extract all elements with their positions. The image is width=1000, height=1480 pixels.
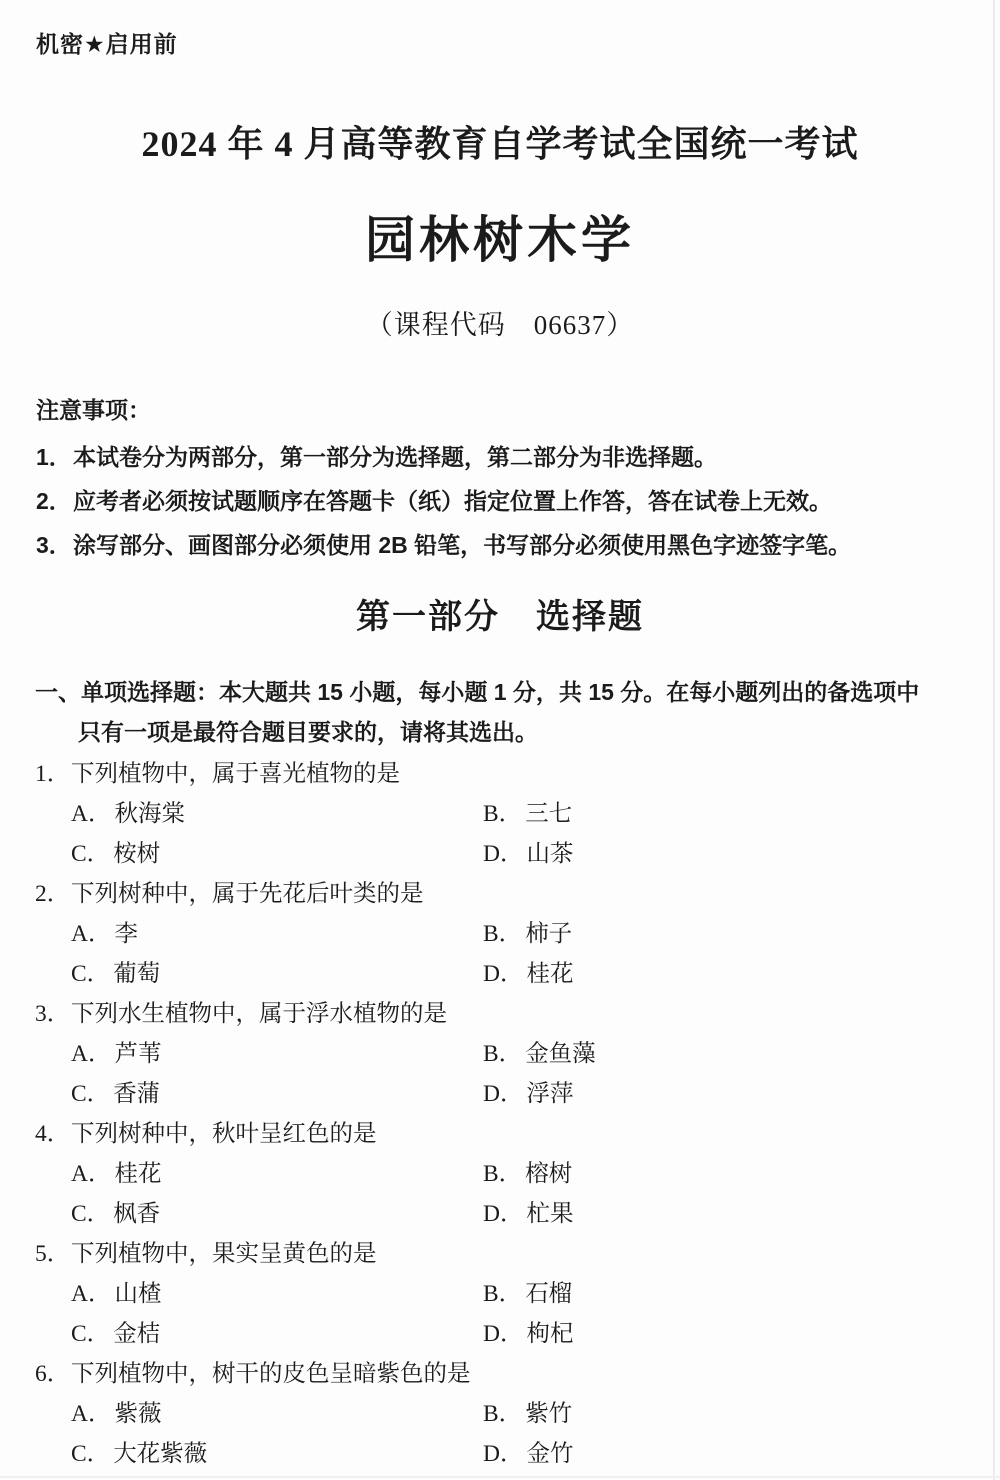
- option-a: [71, 1274, 483, 1314]
- option-c: [71, 1314, 483, 1354]
- option-label: B．: [483, 801, 523, 827]
- notice-number: 2．: [36, 488, 72, 514]
- option-b: [483, 1394, 572, 1434]
- question-stem: [35, 874, 984, 914]
- option-row: [35, 1194, 984, 1234]
- question-stem: [35, 1234, 984, 1274]
- option-label: A．: [71, 1161, 112, 1187]
- question-number: 3．: [35, 1001, 71, 1027]
- option-a: [71, 794, 483, 834]
- option-text: 葡萄: [113, 961, 161, 987]
- option-label: A．: [71, 1281, 112, 1307]
- question-item: [35, 754, 984, 874]
- part1-heading: 第一部分 选择题: [356, 598, 644, 636]
- notice-item: [36, 479, 976, 523]
- option-c: [71, 1194, 483, 1234]
- option-c: [71, 954, 483, 994]
- question-text: 下列植物中，树干的皮色呈暗紫色的是: [71, 1361, 471, 1387]
- option-text: 杧果: [526, 1201, 574, 1227]
- question-number: 2．: [35, 881, 71, 907]
- option-text: 紫薇: [114, 1401, 162, 1427]
- option-text: 紫竹: [525, 1401, 573, 1427]
- option-text: 石榴: [525, 1281, 573, 1307]
- option-row: [35, 1314, 984, 1354]
- option-label: C．: [71, 1201, 111, 1227]
- option-row: [35, 1274, 984, 1314]
- notice-text: 本试卷分为两部分，第一部分为选择题，第二部分为非选择题。: [73, 444, 717, 470]
- option-row: [35, 1394, 984, 1434]
- option-label: A．: [71, 1041, 112, 1067]
- option-label: A．: [71, 801, 112, 827]
- option-d: [483, 1434, 573, 1474]
- option-d: [483, 1314, 573, 1354]
- option-text: 枸杞: [526, 1321, 574, 1347]
- question-stem: [35, 994, 984, 1034]
- notice-text: 应考者必须按试题顺序在答题卡（纸）指定位置上作答，答在试卷上无效。: [73, 488, 832, 514]
- question-number: 6．: [35, 1361, 71, 1387]
- notices-section: [36, 396, 976, 567]
- option-d: [483, 954, 573, 994]
- option-label: C．: [71, 1441, 111, 1467]
- option-text: 山茶: [526, 841, 574, 867]
- option-text: 浮萍: [526, 1081, 574, 1107]
- option-label: D．: [483, 1441, 524, 1467]
- option-text: 大花紫薇: [113, 1441, 208, 1467]
- option-text: 桂花: [114, 1161, 162, 1187]
- option-label: B．: [483, 1041, 523, 1067]
- option-text: 枫香: [113, 1201, 161, 1227]
- option-row: [35, 1074, 984, 1114]
- option-text: 桉树: [113, 841, 161, 867]
- option-text: 桂花: [526, 961, 574, 987]
- option-text: 李: [114, 921, 138, 947]
- question-text: 下列植物中，属于喜光植物的是: [71, 761, 400, 787]
- option-label: C．: [71, 1321, 111, 1347]
- option-label: D．: [483, 841, 524, 867]
- option-row: [35, 1034, 984, 1074]
- option-text: 金桔: [113, 1321, 161, 1347]
- question-item: [35, 874, 984, 994]
- question-item: [35, 1234, 984, 1354]
- option-d: [483, 834, 573, 874]
- option-a: [71, 1034, 483, 1074]
- course-code: （课程代码 06637）: [365, 310, 635, 340]
- question-stem: [35, 754, 984, 794]
- question-item: [35, 1114, 984, 1234]
- option-row: [35, 834, 984, 874]
- option-b: [483, 1034, 596, 1074]
- notice-number: 3．: [36, 532, 72, 558]
- option-label: C．: [71, 841, 111, 867]
- option-row: [35, 794, 984, 834]
- option-label: B．: [483, 1281, 523, 1307]
- option-label: C．: [71, 1081, 111, 1107]
- option-row: [35, 1154, 984, 1194]
- notice-number: 1．: [36, 444, 72, 470]
- option-label: C．: [71, 961, 111, 987]
- option-label: B．: [483, 1401, 523, 1427]
- notice-item: [36, 523, 976, 567]
- option-a: [71, 1394, 483, 1434]
- option-label: D．: [483, 1081, 524, 1107]
- classification-label: 机密★启用前: [36, 31, 178, 57]
- option-row: [35, 914, 984, 954]
- notices-list: [36, 435, 976, 567]
- option-d: [483, 1074, 573, 1114]
- option-label: D．: [483, 1201, 524, 1227]
- section-intro-line2: 只有一项是最符合题目要求的，请将其选出。: [78, 719, 538, 745]
- option-text: 芦苇: [114, 1041, 162, 1067]
- option-text: 金鱼藻: [525, 1041, 596, 1067]
- option-text: 三七: [525, 801, 573, 827]
- option-a: [71, 914, 483, 954]
- option-c: [71, 834, 483, 874]
- question-text: 下列树种中，属于先花后叶类的是: [71, 881, 424, 907]
- question-item: [35, 1354, 984, 1474]
- question-stem: [35, 1354, 984, 1394]
- option-text: 山楂: [114, 1281, 162, 1307]
- question-text: 下列水生植物中，属于浮水植物的是: [71, 1001, 447, 1027]
- notice-item: [36, 435, 976, 479]
- exam-title: 2024 年 4 月高等教育自学考试全国统一考试: [141, 124, 859, 164]
- option-b: [483, 1154, 572, 1194]
- question-number: 1．: [35, 761, 71, 787]
- option-b: [483, 1274, 572, 1314]
- option-text: 金竹: [526, 1441, 574, 1467]
- option-label: A．: [71, 921, 112, 947]
- option-label: D．: [483, 1321, 524, 1347]
- question-number: 5．: [35, 1241, 71, 1267]
- section-intro-line1: 一、单项选择题：本大题共 15 小题，每小题 1 分，共 15 分。在每小题列出的备选项中: [35, 679, 920, 705]
- option-a: [71, 1154, 483, 1194]
- question-stem: [35, 1114, 984, 1154]
- notices-title: 注意事项：: [36, 397, 151, 423]
- option-text: 柿子: [525, 921, 573, 947]
- option-row: [35, 1434, 984, 1474]
- option-label: B．: [483, 921, 523, 947]
- option-c: [71, 1074, 483, 1114]
- option-label: A．: [71, 1401, 112, 1427]
- subject-title: 园林树木学: [365, 212, 635, 268]
- option-text: 榕树: [525, 1161, 573, 1187]
- option-b: [483, 794, 572, 834]
- scan-edge-line: [993, 0, 995, 1480]
- question-item: [35, 994, 984, 1114]
- question-text: 下列树种中，秋叶呈红色的是: [71, 1121, 377, 1147]
- option-b: [483, 914, 572, 954]
- question-text: 下列植物中，果实呈黄色的是: [71, 1241, 377, 1267]
- option-label: D．: [483, 961, 524, 987]
- question-number: 4．: [35, 1121, 71, 1147]
- scan-bottom-line: [0, 1476, 1000, 1478]
- option-label: B．: [483, 1161, 523, 1187]
- option-text: 香蒲: [113, 1081, 161, 1107]
- option-text: 秋海棠: [114, 801, 185, 827]
- option-c: [71, 1434, 483, 1474]
- option-d: [483, 1194, 573, 1234]
- notice-text: 涂写部分、画图部分必须使用 2B 铅笔，书写部分必须使用黑色字迹签字笔。: [73, 532, 852, 558]
- questions-list: [35, 754, 984, 1474]
- section-intro: [35, 672, 984, 752]
- option-row: [35, 954, 984, 994]
